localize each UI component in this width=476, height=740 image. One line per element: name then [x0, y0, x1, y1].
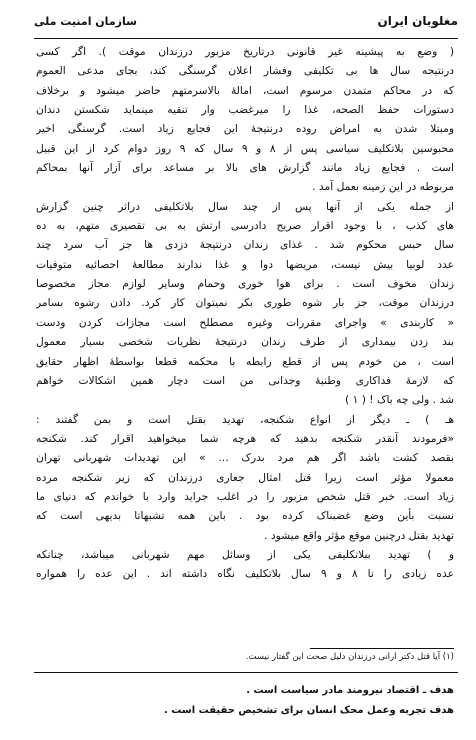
header-title: مغلوبان ايران [377, 14, 458, 28]
body-line: معمولا مؤثر است زیرا قتل امثال جعاری درزندان که زیر شکنجه مرده [36, 470, 454, 484]
body-line: است ، من خودم پس از قطع رابطه با محکمه قطعا بواسطهٔ اظهار حقایق [36, 354, 454, 368]
body-line: دستورات حفظ الصحه، غذا را میرغضب وار تنقیه مینماید شکستن دندان [36, 103, 454, 117]
body-line: که لازمهٔ فداکاری وطنیهٔ وجدانی من است دچار همین اشکالات خواهم [36, 373, 454, 387]
header-subtitle: سازمان امنیت ملی [34, 14, 137, 28]
body-line: ( وضع به پیشینه غیر قانونی درتاریخ مزبور درزندان موقت ). اگر کسی [36, 45, 454, 58]
body-line: درنتیجه سال ها بی تکلیفی وفشار اعلان گرسنگی کند، بجای مدعی العموم [36, 64, 454, 78]
body-text [36, 42, 454, 647]
body-line: عده زیادی را تا ۸ و ۹ سال بلاتکلیف نگاه داشته اند . این عده را همواره [36, 567, 454, 581]
body-line: هـ ) ـ دیگر از انواع شکنجه، تهدید بقتل است و بمن گفتند : [36, 412, 454, 426]
body-line: «فرمودند آنقدر شکنجه بدهید که هرچه شما میخواهید اقرار کند. شکنجه [36, 431, 454, 445]
body-line: بقصد کشت باشد اگر هم مرد بدرک ... » این تهدیدات شهربانی تهران [36, 451, 454, 465]
body-line: زندان مخوف است . برای هوا خوری وحمام وسایر لوازم مجاز مخصوصا [36, 277, 454, 291]
bottom-rule [34, 672, 458, 673]
margin-notes [36, 681, 454, 721]
body-line: ومبتلا شدن به امراض روده درنتیجهٔ این فجایع زیاد است. گرسنگی اخیر [36, 122, 454, 136]
body-line: زیاد است. خبر قتل شخص مزبور را در اغلب جراید وارد با خواندم که دنیای ما [36, 489, 454, 503]
body-line: عدد لوبیا بیش نیست، مریضها دوا و غذا ندارند مطالعهٔ احصائیه متوفیات [36, 257, 454, 271]
body-line: « کاربندی » واجرای مقررات وغیره مصطلح است مجازات کردن ودست [36, 315, 454, 329]
note-line: هدف ـ اقتصاد نیرومند مادر سیاست است . [246, 685, 454, 696]
header-rule [34, 38, 458, 39]
body-line: بند زدن بیمداری از طرف زندان درنتیجهٔ نظریات شخصی بسیار معمول [36, 335, 454, 349]
body-line: شد . ولی چه باک ! ( ۱ ) [345, 393, 454, 407]
page-header [34, 6, 458, 36]
body-line: درزندان موقت، جز بار شوه طوری بکر نمیتوان کار کرد. دادن رشوه بسامر [36, 296, 454, 310]
body-line: مربوطه در این زمینه بعمل آمد . [312, 180, 454, 194]
body-line: سال حبس محکوم شد . غذای زندان درنتیجهٔ دزدی ها جز آب سرد چند [36, 238, 454, 252]
body-line: نسبت بأین وضع غضبناک کرده بود . باین همه تشبهاتا بدیهی است که [36, 509, 454, 523]
body-line: های کذب ، با وجود اقرار صریح دادرسی ارتش به بی تقصیری متهم، به ده [36, 219, 454, 233]
body-line: تهدید بقتل درچنین موقع مؤثر واقع میشود . [264, 528, 454, 542]
footnote-rule [310, 648, 454, 649]
body-line: و ) تهدید ببلاتکلیفی یکی از وسائل مهم شهربانی میباشد، چنانکه [36, 547, 454, 561]
body-line: است . فجایع زیاد مانند گزارش های بالا بر مساعد برای آزار آنها بمحاکم [36, 161, 454, 175]
body-line: از جمله یکی از آنها پس از چند سال بلاتکلیفی دراثر چنین گزارش [36, 199, 454, 213]
footnote: (۱) آیا قتل دکتر ارانی درزندان دلیل صحت این گفتار نیست. [245, 652, 454, 662]
body-line: که در محاکم متمدن مرسوم است، امالهٔ بالاسرمتهم حاضر میشود و برخلاف [36, 83, 454, 97]
body-line: محبوسین بلاتکلیف سیاسی پس از ۸ و ۹ سال که ۹ روز دوام کرد از این قبیل [36, 141, 454, 155]
note-line: هدف تجربه وعمل محک انسان برای تشخیص حقیقت است . [164, 705, 454, 716]
